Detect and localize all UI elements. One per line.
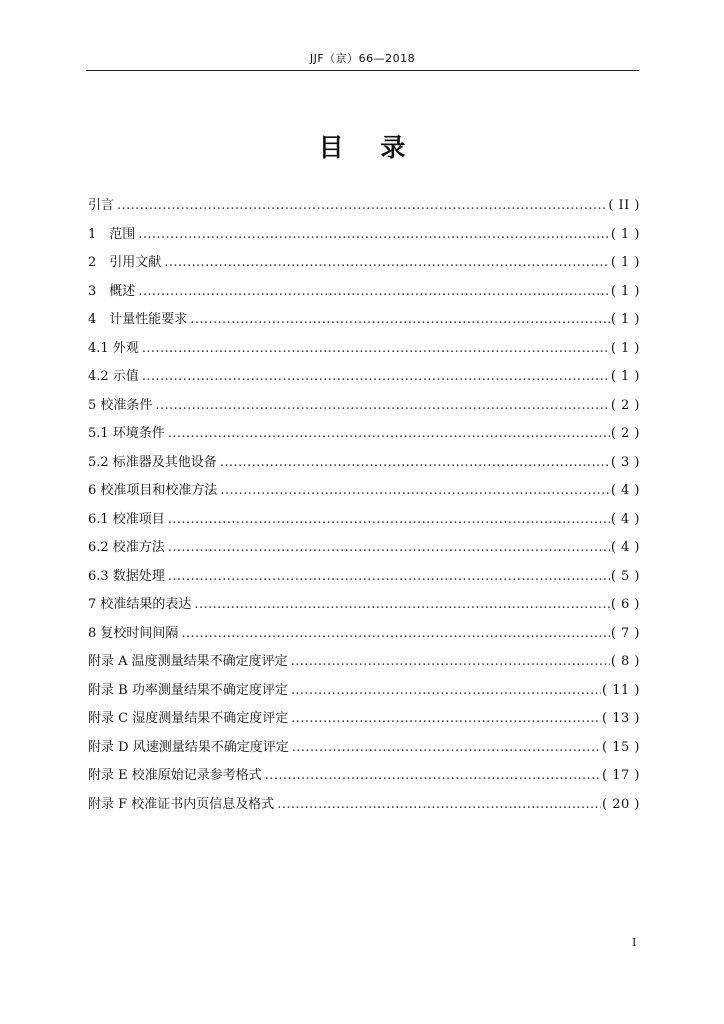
toc-entry-page: ( 17 ) — [602, 768, 640, 783]
toc-entry[interactable] — [88, 595, 640, 624]
toc-entry-page: ( 4 ) — [610, 511, 640, 527]
toc-entry-label: 7 校准结果的表达 — [88, 597, 192, 612]
toc-leader-dots — [291, 681, 601, 701]
toc-entry-page: ( 1 ) — [610, 255, 640, 270]
toc-entry-label: 3 概述 — [88, 283, 136, 299]
toc-entry-label: 6 校准项目和校准方法 — [88, 483, 218, 498]
toc-entry[interactable] — [88, 538, 640, 567]
toc-entry-label: 附录 E 校准原始记录参考格式 — [88, 768, 262, 783]
toc-leader-dots — [138, 225, 610, 245]
toc-entry-label: 6.1 校准项目 — [88, 511, 165, 527]
toc-entry-page: ( 1 ) — [610, 340, 640, 356]
toc-entry[interactable] — [88, 681, 640, 710]
toc-entry-label: 1 范围 — [88, 226, 136, 242]
toc-leader-dots — [181, 624, 609, 644]
toc-entry-page: ( 11 ) — [602, 682, 640, 698]
toc-leader-dots — [190, 310, 610, 330]
toc-entry-page: ( 3 ) — [610, 454, 640, 470]
toc-entry[interactable] — [88, 253, 640, 282]
toc-entry-page: ( 2 ) — [610, 426, 640, 441]
toc-entry-label: 附录 F 校准证书内页信息及格式 — [88, 796, 275, 812]
toc-leader-dots — [194, 595, 609, 615]
toc-entry-page: ( 1 ) — [610, 312, 640, 327]
toc-leader-dots — [168, 567, 610, 587]
toc-entry[interactable] — [88, 196, 640, 225]
toc-entry-page: ( 1 ) — [610, 369, 640, 384]
toc-entry-page: ( 20 ) — [602, 796, 640, 812]
table-of-contents — [88, 196, 640, 823]
toc-entry-page: ( 1 ) — [610, 226, 640, 242]
toc-entry-label: 5 校准条件 — [88, 397, 153, 413]
toc-entry[interactable] — [88, 652, 640, 681]
toc-entry-label: 附录 D 风速测量结果不确定度评定 — [88, 739, 289, 755]
toc-entry-page: ( 2 ) — [610, 397, 640, 413]
toc-leader-dots — [168, 424, 610, 444]
toc-leader-dots — [291, 652, 610, 672]
toc-entry[interactable] — [88, 709, 640, 738]
toc-entry[interactable] — [88, 310, 640, 339]
toc-entry[interactable] — [88, 453, 640, 482]
toc-leader-dots — [291, 709, 601, 729]
toc-leader-dots — [168, 510, 610, 530]
toc-entry-page: ( 6 ) — [610, 597, 640, 612]
toc-entry-label: 2 引用文献 — [88, 255, 162, 270]
toc-leader-dots — [292, 738, 601, 758]
toc-leader-dots — [277, 795, 601, 815]
toc-entry[interactable] — [88, 339, 640, 368]
toc-entry[interactable] — [88, 738, 640, 767]
page-header: JJF（京）66—2018 — [86, 50, 639, 71]
toc-entry-page: ( 4 ) — [610, 540, 640, 555]
toc-entry[interactable] — [88, 225, 640, 254]
toc-leader-dots — [142, 339, 610, 359]
toc-entry-label: 附录 B 功率测量结果不确定度评定 — [88, 682, 288, 698]
toc-entry-page: ( 7 ) — [610, 625, 640, 641]
toc-leader-dots — [164, 253, 610, 273]
toc-leader-dots — [265, 766, 601, 786]
toc-entry-label: 5.1 环境条件 — [88, 426, 165, 441]
toc-entry-label: 4.2 示值 — [88, 369, 139, 384]
toc-entry[interactable] — [88, 481, 640, 510]
toc-entry[interactable] — [88, 282, 640, 311]
toc-entry-label: 6.3 数据处理 — [88, 568, 165, 584]
toc-leader-dots — [142, 367, 610, 387]
toc-entry-page: ( 4 ) — [610, 483, 640, 498]
toc-entry-label: 附录 A 温度测量结果不确定度评定 — [88, 654, 288, 669]
toc-entry-label: 附录 C 湿度测量结果不确定度评定 — [88, 711, 289, 726]
toc-entry-page: ( 13 ) — [602, 711, 640, 726]
toc-entry-page: ( 15 ) — [602, 739, 640, 755]
toc-leader-dots — [220, 453, 610, 473]
toc-entry-label: 4.1 外观 — [88, 340, 139, 356]
toc-entry-page: ( 1 ) — [610, 283, 640, 299]
toc-entry-page: ( II ) — [608, 198, 640, 213]
toc-entry[interactable] — [88, 567, 640, 596]
toc-entry[interactable] — [88, 624, 640, 653]
toc-leader-dots — [168, 538, 610, 558]
page-number: I — [632, 936, 637, 949]
toc-entry-label: 8 复校时间间隔 — [88, 625, 179, 641]
toc-entry[interactable] — [88, 510, 640, 539]
page-title: 目 录 — [318, 133, 420, 162]
toc-entry[interactable] — [88, 795, 640, 824]
toc-leader-dots — [220, 481, 609, 501]
toc-entry[interactable] — [88, 766, 640, 795]
toc-entry-label: 6.2 校准方法 — [88, 540, 165, 555]
toc-entry[interactable] — [88, 367, 640, 396]
toc-entry-label: 引言 — [88, 198, 115, 213]
toc-leader-dots — [138, 282, 610, 302]
toc-entry-page: ( 5 ) — [610, 568, 640, 584]
toc-entry[interactable] — [88, 424, 640, 453]
toc-leader-dots — [155, 396, 609, 416]
toc-entry-label: 4 计量性能要求 — [88, 312, 188, 327]
toc-entry[interactable] — [88, 396, 640, 425]
toc-entry-page: ( 8 ) — [610, 654, 640, 669]
toc-leader-dots — [117, 196, 607, 216]
toc-entry-label: 5.2 标准器及其他设备 — [88, 454, 217, 470]
